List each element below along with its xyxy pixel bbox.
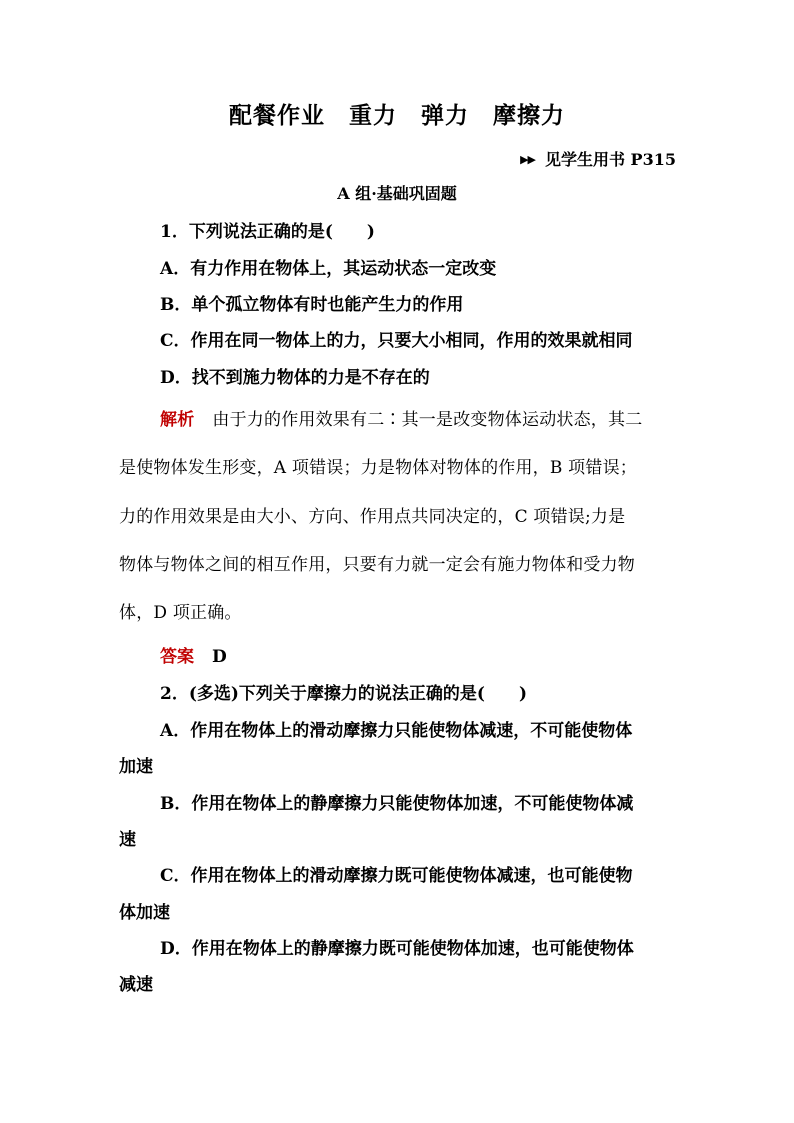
answer-label: 答案	[160, 647, 194, 667]
question-2-option-a: A．作用在物体上的滑动摩擦力只能使物体减速，不可能使物体	[160, 721, 633, 741]
answer-line	[160, 642, 227, 667]
question-1-option-b: B．单个孤立物体有时也能产生力的作用	[160, 295, 464, 315]
group-heading: A 组·基础巩固题	[337, 184, 457, 203]
question-1-option-d: D．找不到施力物体的力是不存在的	[160, 368, 430, 388]
question-2-option-d-cont: 减速	[119, 975, 153, 995]
question-2-stem: 2．(多选)下列关于摩擦力的说法正确的是( )	[160, 684, 528, 704]
question-1-option-a: A．有力作用在物体上，其运动状态一定改变	[160, 259, 497, 279]
analysis-line-5: 体，D 项正确。	[119, 603, 242, 623]
question-2-option-a-cont: 加速	[119, 757, 153, 777]
reference-text: 见学生用书 P315	[544, 150, 676, 169]
question-2-option-b-cont: 速	[119, 830, 136, 850]
analysis-text-1: 由于力的作用效果有二∶其一是改变物体运动状态，其二	[212, 410, 643, 430]
question-2-option-b: B．作用在物体上的静摩擦力只能使物体加速，不可能使物体减	[160, 794, 634, 814]
textbook-reference	[520, 147, 676, 170]
analysis-line-4: 物体与物体之间的相互作用，只要有力就一定会有施力物体和受力物	[119, 555, 635, 575]
analysis-line-1	[160, 405, 642, 430]
page-title: 配餐作业 重力 弹力 摩擦力	[229, 102, 565, 129]
question-2-option-c-cont: 体加速	[119, 903, 170, 923]
analysis-line-2: 是使物体发生形变，A 项错误；力是物体对物体的作用，B 项错误；	[119, 458, 637, 478]
analysis-line-3: 力的作用效果是由大小、方向、作用点共同决定的，C 项错误;力是	[119, 507, 626, 527]
question-2-option-d: D．作用在物体上的静摩擦力既可能使物体加速，也可能使物体	[160, 939, 634, 959]
question-2-option-c: C．作用在物体上的滑动摩擦力既可能使物体减速，也可能使物	[160, 866, 633, 886]
double-arrow-icon: ▶▶	[520, 153, 535, 166]
question-1-stem: 1．下列说法正确的是( )	[160, 222, 375, 242]
question-1-option-c: C．作用在同一物体上的力，只要大小相同，作用的效果就相同	[160, 331, 633, 351]
analysis-label: 解析	[160, 410, 195, 430]
answer-value: D	[212, 647, 227, 667]
